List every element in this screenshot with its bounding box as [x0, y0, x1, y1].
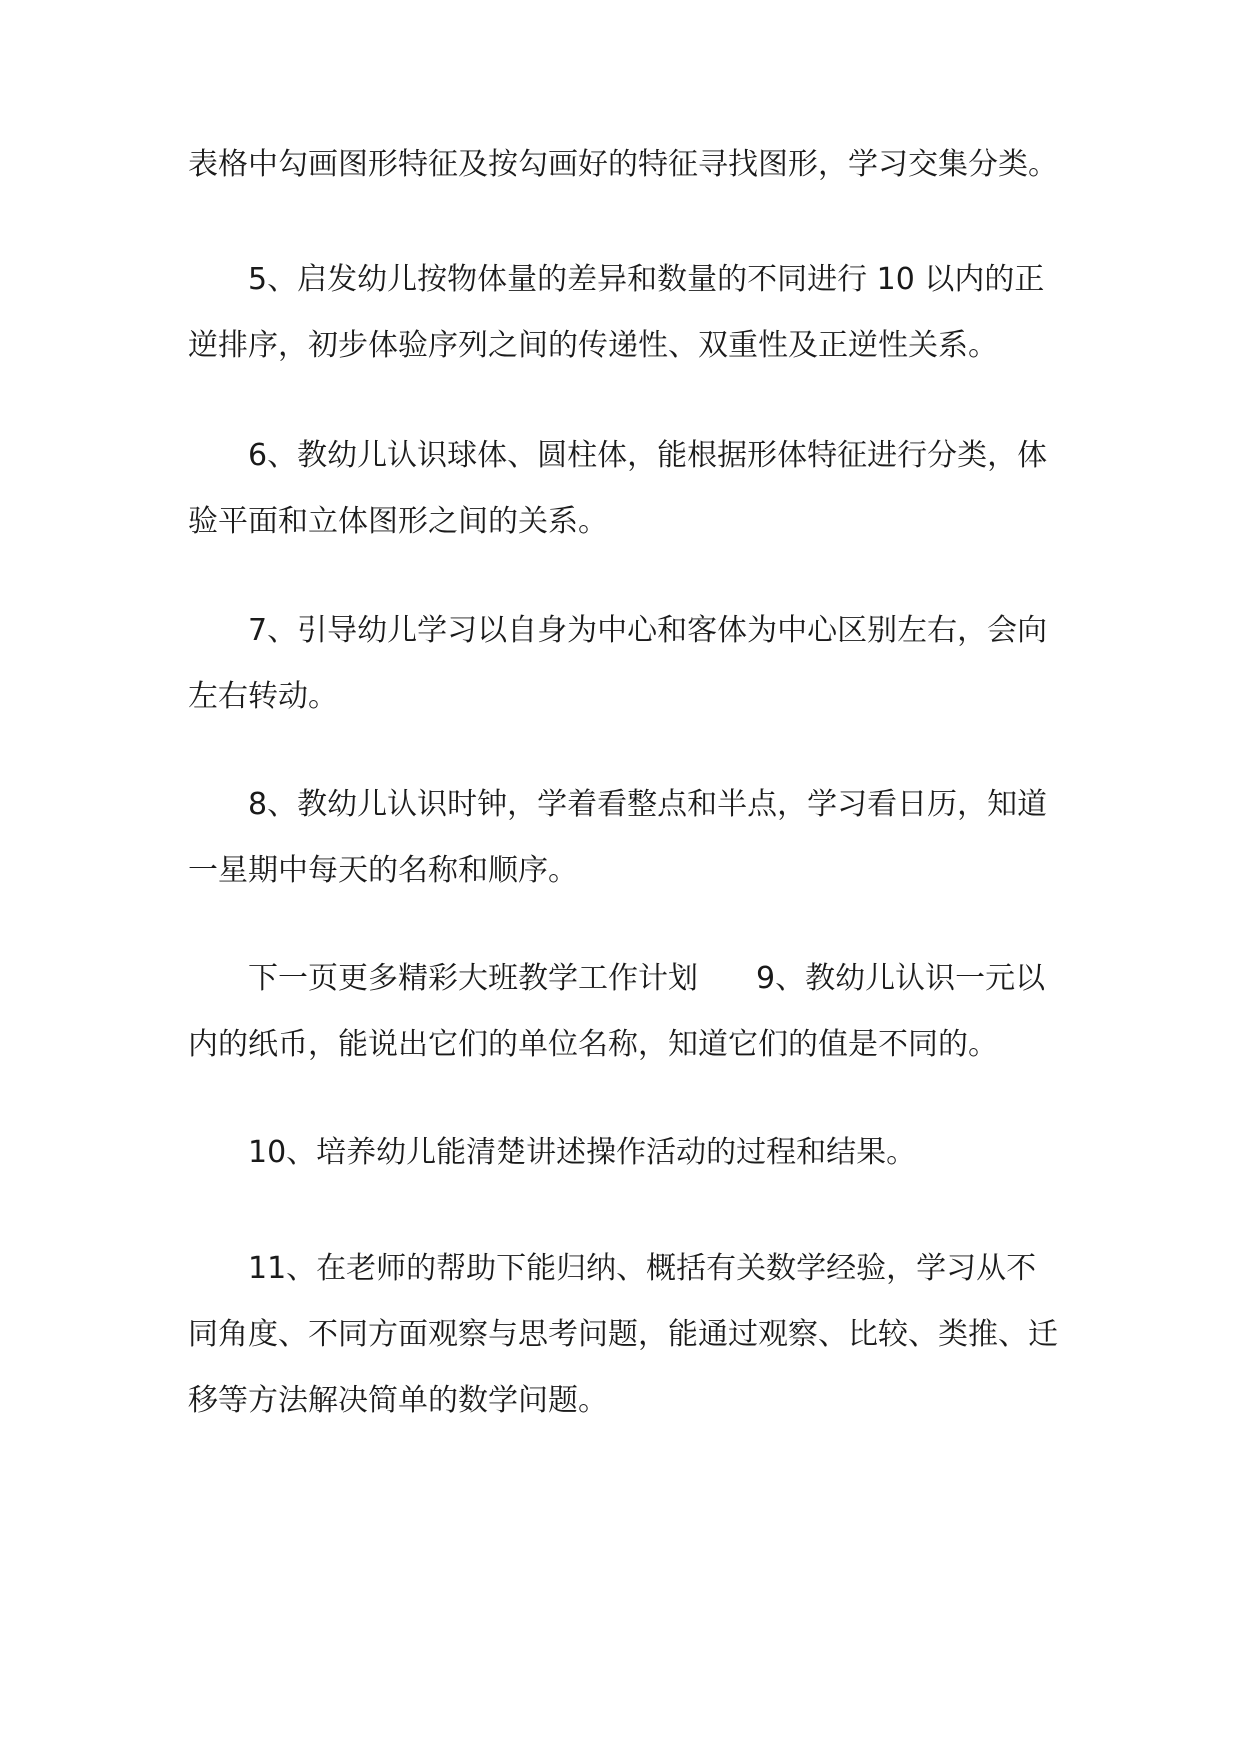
- next-page-promo-text: 下一页更多精彩大班教学工作计划: [248, 961, 698, 996]
- paragraph-9: [188, 946, 1058, 1078]
- paragraph-9-text: 9、教幼儿认识一元以内的纸币，能说出它们的单位名称，知道它们的值是不同的。: [188, 961, 1046, 1062]
- paragraph-7: 7、引导幼儿学习以自身为中心和客体为中心区别左右，会向左右转动。: [188, 613, 1048, 714]
- paragraph-8: 8、教幼儿认识时钟，学着看整点和半点，学习看日历，知道一星期中每天的名称和顺序。: [188, 787, 1048, 888]
- paragraph-10: 10、培养幼儿能清楚讲述操作活动的过程和结果。: [248, 1135, 917, 1170]
- paragraph-4-continuation: 表格中勾画图形特征及按勾画好的特征寻找图形，学习交集分类。: [188, 147, 1058, 182]
- paragraph-5: 5、启发幼儿按物体量的差异和数量的不同进行 10 以内的正逆排序，初步体验序列之间的传递性、双重性及正逆性关系。: [188, 262, 1045, 363]
- paragraph-6: 6、教幼儿认识球体、圆柱体，能根据形体特征进行分类，体验平面和立体图形之间的关系。: [188, 438, 1048, 539]
- paragraph-11: 11、在老师的帮助下能归纳、概括有关数学经验，学习从不同角度、不同方面观察与思考问题，能通过观察、比较、类推、迁移等方法解决简单的数学问题。: [188, 1251, 1058, 1418]
